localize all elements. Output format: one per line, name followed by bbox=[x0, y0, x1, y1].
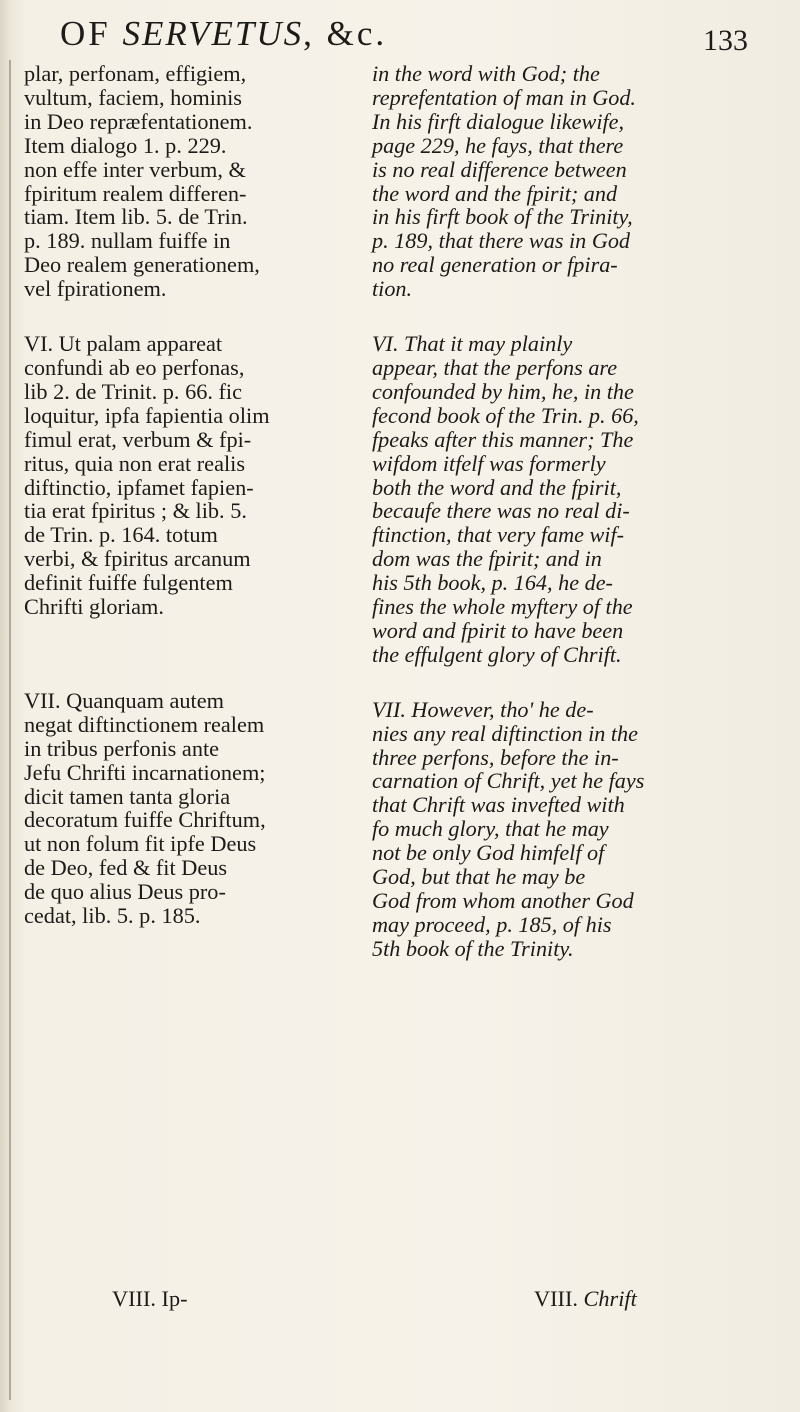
text-line: verbi, & fpiritus arcanum bbox=[24, 546, 251, 572]
text-line: is no real difference between bbox=[372, 156, 627, 182]
english-paragraph-1 bbox=[372, 62, 752, 301]
text-line: tion. bbox=[372, 276, 413, 302]
english-column bbox=[372, 62, 752, 961]
text-line: in his firft book of the Trinity, bbox=[372, 204, 633, 230]
text-line: fines the whole myftery of the bbox=[372, 594, 633, 620]
running-head-title: SERVETUS bbox=[122, 14, 304, 53]
text-line: definit fuiffe fulgentem bbox=[24, 570, 233, 596]
text-line: three perfons, before the in- bbox=[372, 744, 619, 770]
text-line: Chrifti gloriam. bbox=[24, 594, 164, 620]
text-line: may proceed, p. 185, of his bbox=[372, 911, 612, 937]
text-line: tia erat fpiritus ; & lib. 5. bbox=[24, 498, 247, 524]
text-line: the effulgent glory of Chrift. bbox=[372, 641, 622, 667]
text-line: de Trin. p. 164. totum bbox=[24, 522, 218, 548]
text-line: p. 189, that there was in God bbox=[372, 228, 631, 254]
text-line: that Chrift was invefted with bbox=[372, 792, 625, 818]
running-head bbox=[60, 14, 387, 54]
text-line: carnation of Chrift, yet he fays bbox=[372, 768, 645, 794]
text-line: God, but that he may be bbox=[372, 864, 586, 890]
text-line: the word and the fpirit; and bbox=[372, 180, 618, 206]
text-line: vultum, faciem, hominis bbox=[24, 84, 242, 110]
text-line: VII. Quanquam autem bbox=[24, 687, 224, 713]
text-line: Deo realem generationem, bbox=[24, 252, 260, 278]
text-line: plar, perfonam, effigiem, bbox=[24, 61, 247, 86]
text-line: non effe inter verbum, & bbox=[24, 156, 246, 182]
latin-paragraph-2 bbox=[24, 332, 354, 619]
text-line: becaufe there was no real di- bbox=[372, 498, 630, 524]
text-line: no real generation or fpira- bbox=[372, 252, 618, 278]
text-line: VII. However, tho' he de- bbox=[372, 696, 594, 722]
text-line: ritus, quia non erat realis bbox=[24, 450, 246, 476]
text-line: word and fpirit to have been bbox=[372, 617, 624, 643]
paragraph-gap bbox=[372, 667, 752, 698]
text-line: Jefu Chrifti incarnationem; bbox=[24, 759, 266, 785]
text-line: ut non folum fit ipfe Deus bbox=[24, 831, 257, 857]
text-line: in the word with God; the bbox=[372, 61, 600, 86]
text-line: VI. Ut palam appareat bbox=[24, 331, 223, 357]
text-line: Item dialogo 1. p. 229. bbox=[24, 132, 227, 158]
text-line: reprefentation of man in God. bbox=[372, 84, 636, 110]
text-line: his 5th book, p. 164, he de- bbox=[372, 570, 613, 596]
text-line: dicit tamen tanta gloria bbox=[24, 783, 231, 809]
text-line: diftinctio, ipfamet fapien- bbox=[24, 474, 254, 500]
text-line: fimul erat, verbum & fpi- bbox=[24, 426, 252, 452]
text-line: de quo alius Deus pro- bbox=[24, 879, 226, 905]
text-line: vel fpirationem. bbox=[24, 276, 167, 302]
english-paragraph-2 bbox=[372, 332, 752, 667]
text-line: ftinction, that very fame wif- bbox=[372, 522, 625, 548]
text-line: confundi ab eo perfonas, bbox=[24, 354, 245, 380]
text-line: tiam. Item lib. 5. de Trin. bbox=[24, 204, 248, 230]
text-line: loquitur, ipfa fapientia olim bbox=[24, 402, 270, 428]
latin-paragraph-1 bbox=[24, 62, 354, 301]
english-paragraph-3 bbox=[372, 698, 752, 961]
text-line: 5th book of the Trinity. bbox=[372, 935, 574, 961]
latin-paragraph-3 bbox=[24, 689, 354, 928]
running-head-suffix: , &c. bbox=[303, 14, 388, 53]
text-line: cedat, lib. 5. p. 185. bbox=[24, 903, 201, 929]
text-line: in Deo repræfentationem. bbox=[24, 108, 253, 134]
running-head-prefix: OF bbox=[60, 14, 123, 53]
text-line: both the word and the fpirit, bbox=[372, 474, 622, 500]
text-line: de Deo, fed & fit Deus bbox=[24, 855, 228, 881]
text-line: fo much glory, that he may bbox=[372, 816, 609, 842]
text-line: not be only God himfelf of bbox=[372, 840, 605, 866]
english-catchword-roman: VIII. bbox=[534, 1286, 584, 1311]
text-line: fecond book of the Trin. p. 66, bbox=[372, 402, 639, 428]
text-line: confounded by him, he, in the bbox=[372, 378, 634, 404]
text-line: dom was the fpirit; and in bbox=[372, 546, 602, 572]
text-line: nies any real diftinction in the bbox=[372, 720, 639, 746]
text-line: decoratum fuiffe Chriftum, bbox=[24, 807, 266, 833]
text-line: wifdom itfelf was formerly bbox=[372, 450, 606, 476]
text-line: in tribus perfonis ante bbox=[24, 735, 220, 761]
text-line: God from whom another God bbox=[372, 888, 634, 913]
paragraph-gap bbox=[24, 301, 354, 332]
latin-catchword: VIII. Ip- bbox=[112, 1286, 188, 1311]
text-line: lib 2. de Trinit. p. 66. fic bbox=[24, 378, 243, 404]
english-catchword bbox=[534, 1286, 637, 1312]
text-line: page 229, he fays, that there bbox=[372, 132, 624, 158]
paragraph-gap bbox=[372, 301, 752, 332]
paragraph-gap bbox=[24, 619, 354, 689]
text-line: fpiritum realem differen- bbox=[24, 180, 247, 206]
gutter-shadow bbox=[9, 60, 11, 1400]
text-line: negat diftinctionem realem bbox=[24, 711, 265, 737]
text-line: VI. That it may plainly bbox=[372, 331, 573, 357]
english-catchword-italic: Chrift bbox=[583, 1286, 637, 1311]
text-line: p. 189. nullam fuiffe in bbox=[24, 228, 231, 254]
latin-column bbox=[24, 62, 354, 928]
text-line: appear, that the perfons are bbox=[372, 354, 618, 380]
page-number: 133 bbox=[703, 24, 748, 57]
text-line: In his firft dialogue likewife, bbox=[372, 108, 625, 134]
text-line: fpeaks after this manner; The bbox=[372, 426, 634, 452]
